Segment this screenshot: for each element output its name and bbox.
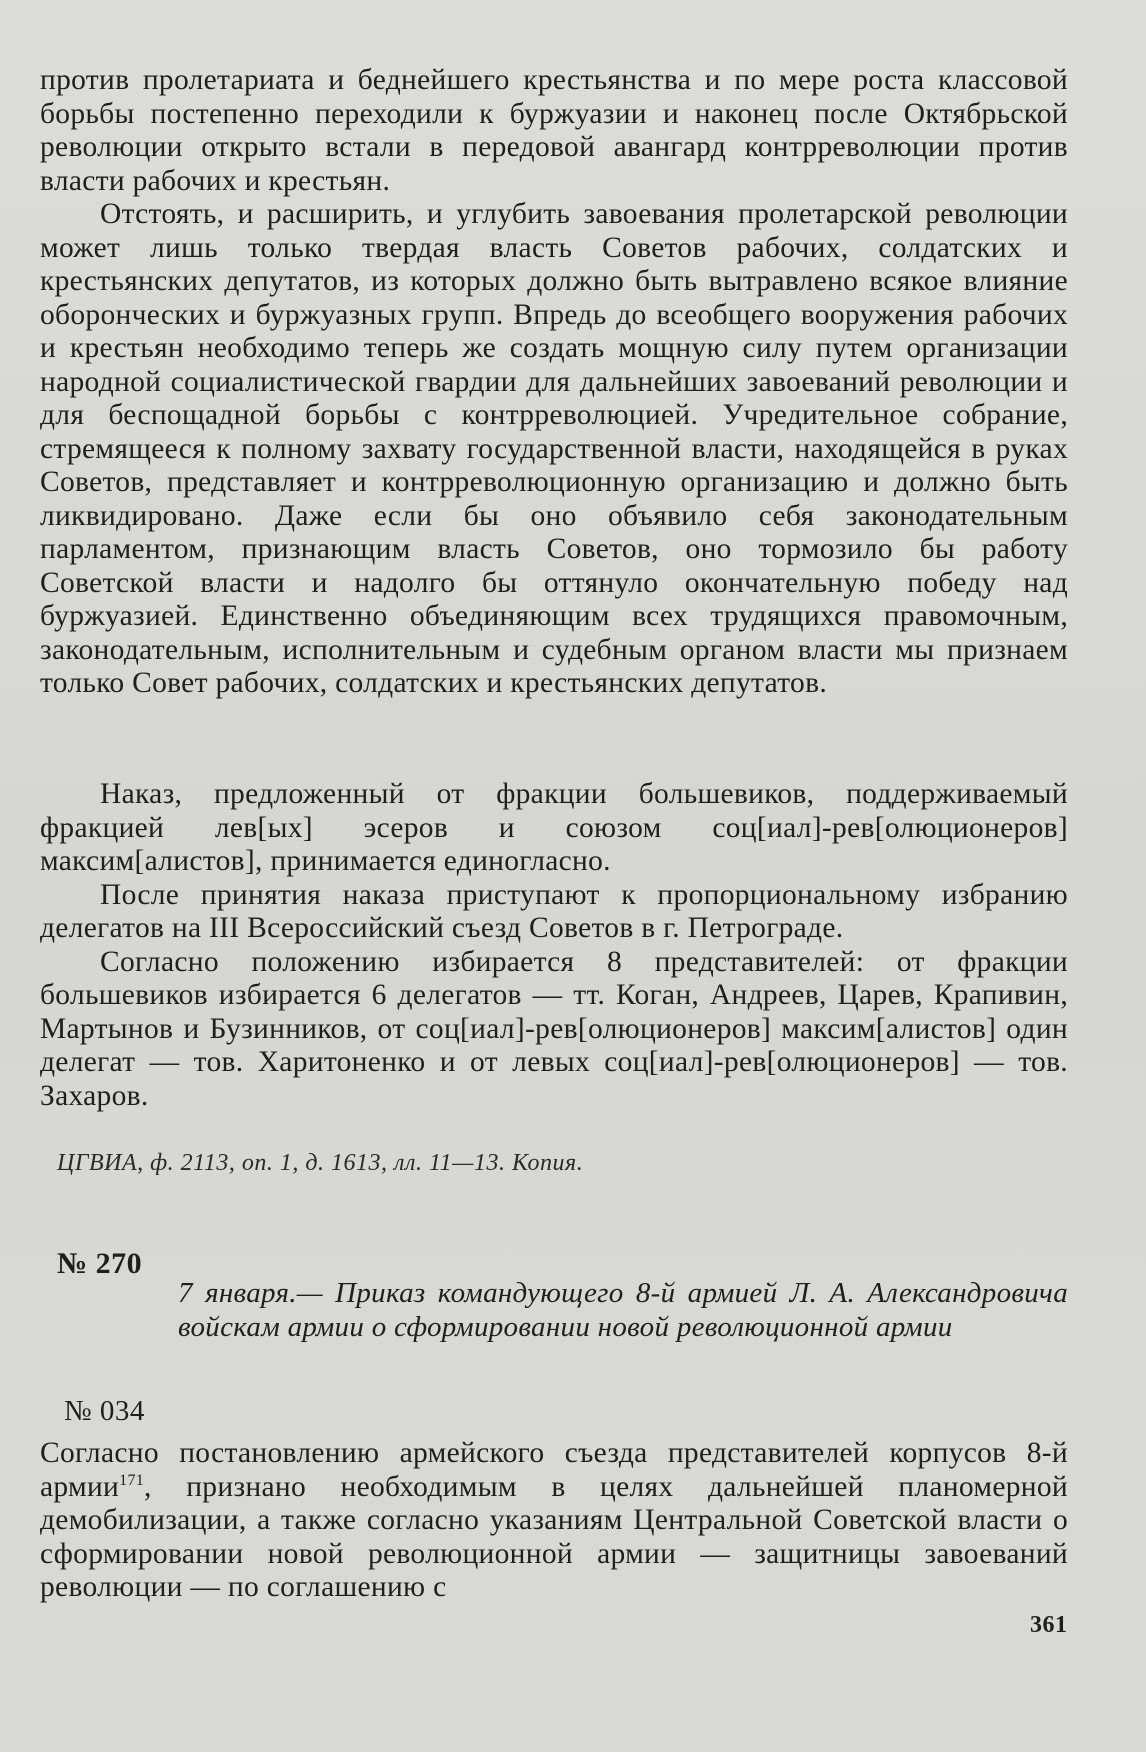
footnote-reference: 171 [119,1471,145,1489]
archive-citation: ЦГВИА, ф. 2113, оп. 1, д. 1613, лл. 11—13. Копия. [57,1150,584,1176]
continued-text-block [40,64,1068,701]
order-number: № 034 [64,1395,145,1427]
delegates-list-paragraph: Согласно положению избирается 8 представителей: от фракции большевиков избирается 6 делегатов — тт. Коган, Андреев, Царев, Крапивин, Мартынов и Бузинников, от соц[иал]-рев[олюционеров] максим[алистов] один делегат — тов. Харитоненко и от левых соц[иал]-рев[олюционеров] — тов. Захаров. [40,945,1068,1112]
document-number: № 270 [57,1247,143,1280]
continued-paragraph: против пролетариата и беднейшего крестьянства и по мере роста классовой борьбы постепенно переходили к буржуазии и наконец после Октябрьской революции открыто встали в передовой авангард контрреволюции против власти рабочих и крестьян. [40,64,1068,197]
nakaz-text-block [40,778,1068,1113]
order-text-block [40,1437,1068,1605]
soviet-power-paragraph: Отстоять, и расширить, и углубить завоевания пролетарской революции может лишь только твердая власть Советов рабочих, солдатских и крестьянских депутатов, из которых должно быть вытравлено всякое влияние оборонческих и буржуазных групп. Впредь до всеобщего вооружения рабочих и крестьян необходимо теперь же создать мощную силу путем организации народной социалистической гвардии для дальнейших завоеваний революции и для беспощадной борьбы с контрреволюцией. Учредительное собрание, стремящееся к полному захвату государственной власти, находящейся в руках Советов, представляет и контрреволюционную организацию и должно быть ликвидировано. Даже если бы оно объявило себя законодательным парламентом, признающим власть Советов, оно тормозило бы работу Советской власти и надолго бы оттянуло окончательную победу над буржуазией. Единственно объединяющим всех трудящихся правомочным, законодательным, исполнительным и судебным органом власти мы признаем только Совет рабочих, солдатских и крестьянских депутатов. [40,198,1068,699]
delegate-election-paragraph: После принятия наказа приступают к пропорциональному избранию делегатов на III Всероссийский съезд Советов в г. Петрограде. [40,878,1068,944]
order-body-paragraph [40,1437,1068,1605]
document-heading: 7 января.— Приказ командующего 8-й армией Л. А. Александровича войскам армии о сформировании новой революционной армии [178,1277,1068,1343]
page-number: 361 [1030,1612,1068,1638]
nakaz-adoption-paragraph: Наказ, предложенный от фракции большевиков, поддерживаемый фракцией лев[ых] эсеров и союзом соц[иал]-рев[олюционеров] максим[алистов], принимается единогласно. [40,778,1068,877]
order-body-start: Согласно постановлению армейского съезда представителей корпусов 8-й армии [40,1437,1068,1503]
order-body-continued: , признано необходимым в целях дальнейшей планомерной демобилизации, а также согласно указаниям Центральной Советской власти о сформировании новой революционной армии — защитницы завоеваний революции — по соглашению с [40,1470,1068,1603]
